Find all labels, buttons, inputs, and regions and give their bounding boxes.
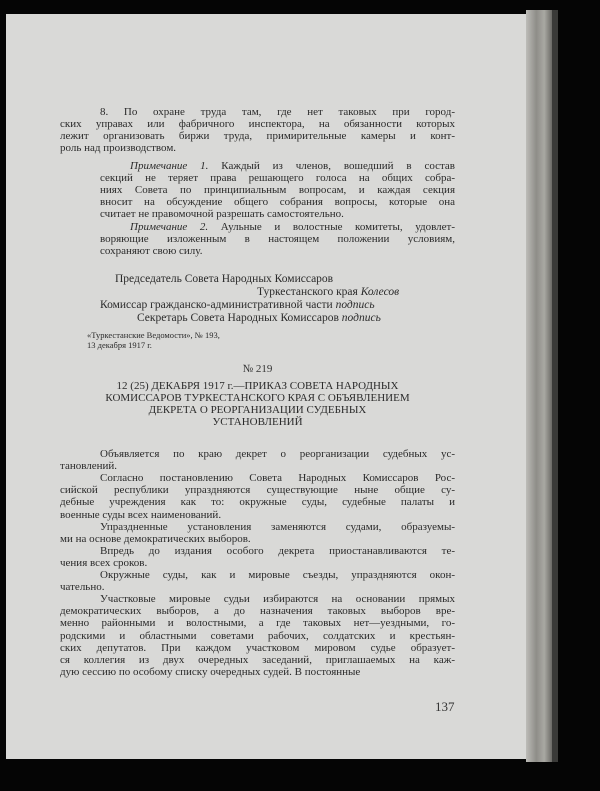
signature-secretary: Секретарь Совета Народных Комиссаров подпись [137, 312, 381, 324]
section8-line: лежит организовать биржи труда, примирительные камеры и конт- [60, 130, 455, 142]
signature-name: Колесов [360, 286, 400, 298]
page-number: 137 [435, 699, 455, 714]
body-paragraph-line: менно районными и волостными, а где таковых нет—уездными, го- [60, 617, 455, 629]
section8-line: 8. По охране труда там, где нет таковых при город- [100, 106, 455, 118]
note1-line: Каждый из членов, вошедший в состав [221, 160, 455, 172]
note1-line: секций не теряет права решающего голоса на общих собра- [100, 172, 455, 184]
document-heading-line: УСТАНОВЛЕНИЙ [212, 416, 303, 428]
body-paragraph-line: сийской республики упраздняются существующие ныне общие су- [60, 484, 455, 496]
document-heading-line: ДЕКРЕТА О РЕОРГАНИЗАЦИИ СУДЕБНЫХ [148, 404, 367, 416]
document-number: № 219 [242, 363, 273, 375]
body-paragraph-line: демократических выборов, а до назначения таковых выборов вре- [60, 605, 455, 617]
body-paragraph-line: ми на основе демократических выборов. [60, 533, 251, 545]
body-paragraph-line: чения всех сроков. [60, 557, 148, 569]
body-paragraph-line: Согласно постановлению Совета Народных Комиссаров Рос- [100, 472, 455, 484]
body-paragraph-line: Объявляется по краю декрет о реорганизации судебных ус- [100, 448, 455, 460]
note1-line: вносит на обсуждение общего собрания вопросы, которые она [100, 196, 455, 208]
note2-line: Аульные и волостные комитеты, удовлет- [220, 221, 456, 233]
note1-line: считает не правомочной разрешать самостоятельно. [100, 208, 344, 220]
document-heading-line: КОМИССАРОВ ТУРКЕСТАНСКОГО КРАЯ С ОБЪЯВЛЕНИЕМ [105, 392, 410, 404]
body-paragraph-line: ских депутатов. При каждом участковом мировом судье образует- [60, 642, 455, 654]
signature-mark: подпись [341, 312, 381, 324]
note1-line: ниях Совета по принципиальным вопросам, и каждая секция [100, 184, 455, 196]
section8-line: роль над производством. [60, 142, 177, 154]
note2-line: воряющие изложенным в настоящем положении условиям, [100, 233, 455, 245]
source-date: 13 декабря 1917 г. [87, 340, 152, 350]
body-paragraph-line: ся коллегия из двух очередных заседаний, приглашаемых на каж- [60, 654, 455, 666]
body-paragraph-line: родскими и областными советами рабочих, солдатских и крестьян- [60, 630, 455, 642]
signature-chairman: Председатель Совета Народных Комиссаров [115, 273, 334, 285]
note1-label: Примечание 1. [130, 160, 209, 172]
signature-mark: подпись [335, 299, 375, 311]
body-paragraph-line: тановлений. [60, 460, 118, 472]
note2-line: сохраняют свою силу. [100, 245, 203, 257]
body-paragraph-line: Впредь до издания особого декрета приостанавливаются те- [100, 545, 455, 557]
book-edge [552, 10, 558, 762]
body-paragraph-line: военные суды всех наименований. [60, 509, 222, 521]
book-binding [526, 10, 552, 762]
body-paragraph-line: Участковые мировые судьи избираются на основании прямых [100, 593, 455, 605]
source-citation: «Туркестанские Ведомости», № 193, [87, 330, 220, 340]
body-paragraph-line: Окружные суды, как и мировые съезды, упраздняются окон- [100, 569, 455, 581]
note2-first-line [130, 222, 455, 233]
body-paragraph-line: дую сессию по особому списку очередных судей. В постоянные [60, 666, 361, 678]
section8-line: ских управах или фабричного инспектора, на обязанности которых [60, 118, 455, 130]
note2-label: Примечание 2. [130, 221, 209, 233]
body-paragraph-line: Упраздненные установления заменяются судами, образуемы- [100, 521, 455, 533]
signature-chairman-region: Туркестанского края Колесов [257, 286, 400, 298]
body-paragraph-line: чательно. [60, 581, 105, 593]
document-heading-line: 12 (25) ДЕКАБРЯ 1917 г.—ПРИКАЗ СОВЕТА НАРОДНЫХ [116, 380, 399, 392]
body-paragraph-line: дебные учреждения как то: окружные суды, судебные палаты и [60, 496, 455, 508]
note1-first-line [130, 161, 455, 172]
signature-commissar: Комиссар гражданско-административной части подпись [100, 299, 375, 311]
